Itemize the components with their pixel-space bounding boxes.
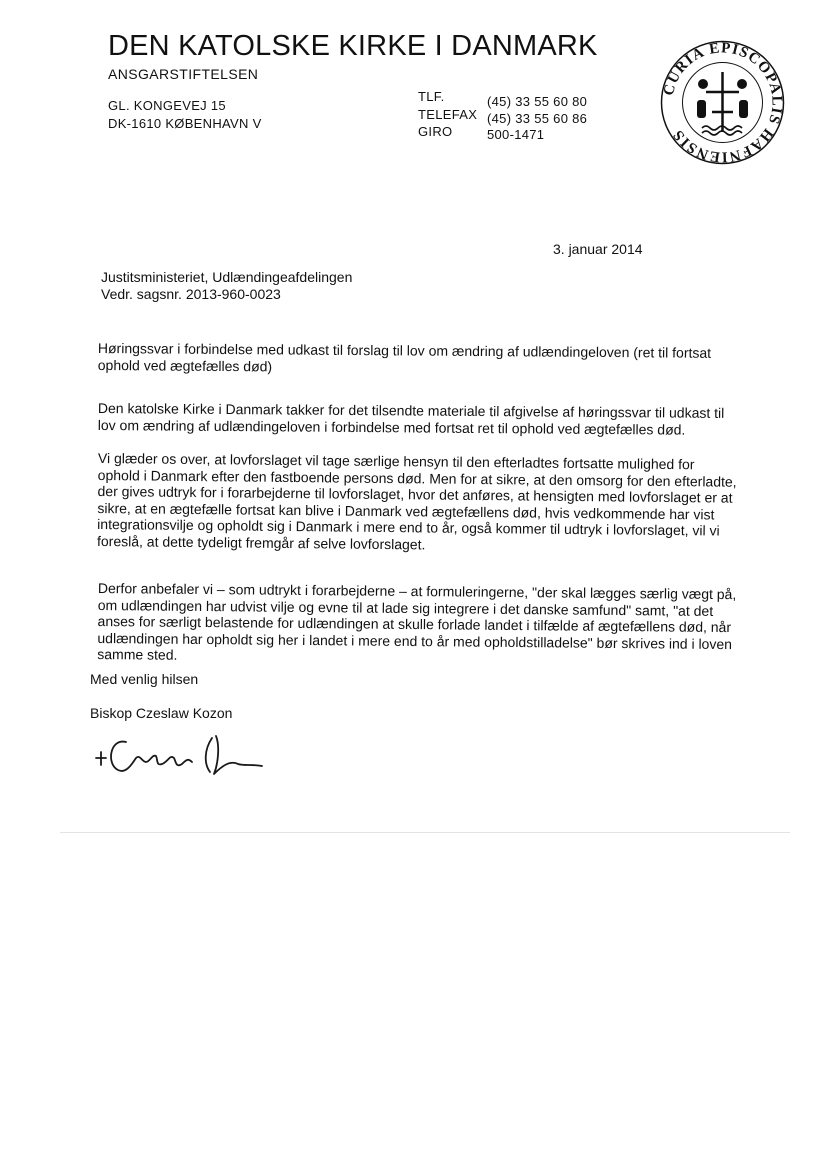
body-paragraph-1: Den katolske Kirke i Danmark takker for det tilsendte materiale til afgivelse af høringssvar til udkast til lov om ændring af udlændingeloven i forbindelse med fortsat ret til ophold ved ægtefælles død. [97, 400, 725, 438]
organization-subtitle: ANSGARSTIFTELSEN [108, 66, 259, 82]
handwritten-signature-icon [92, 728, 267, 786]
address-street: GL. KONGEVEJ 15 [108, 98, 226, 113]
phone-label: TLF. [418, 89, 445, 104]
episcopal-seal-icon [660, 40, 785, 165]
address-city: DK-1610 KØBENHAVN V [108, 116, 262, 131]
letter-date: 3. januar 2014 [553, 241, 643, 257]
body-paragraph-3: Derfor anbefaler vi – som udtrykt i forarbejderne – at formuleringerne, "der skal lægges særlig vægt på, om udlændingen har udvist vilje og evne til at lade sig integrere i det danske samfund" samt, "at det anses for særligt belastende for udlændingen at skulle forlade landet i tilfælde af ægtefællens død, når udlændingen har opholdt sig her i landet i mere end to år med opholdstilladelse" bør skrives ind i loven samme sted. [97, 580, 737, 663]
signer-name: Biskop Czeslaw Kozon [90, 705, 233, 721]
body-paragraph-2: Vi glæder os over, at lovforslaget vil tage særlige hensyn til den efterladtes fortsatte mulighed for ophold i Danmark efter den fastboende persons død. Men for at sikre, at den omsorg for den efterladte, der gives udtryk for i forarbejderne til lovforslaget, hvor det anføres, at hensigten med lovforslaget er at sikre, at en ægtefælle fortsat kan blive i Danmark ved ægtefællens død, hvis vedkommende har vist integrationsvilje og opholdt sig i Danmark i mere end to år, også kommer til udtryk i lovforslaget, vil vi foreslå, at dette tydeligt fremgår af selve lovforslaget. [96, 450, 737, 552]
fax-label: TELEFAX [418, 107, 478, 122]
giro-value: 500-1471 [487, 127, 545, 142]
page-divider [60, 832, 790, 833]
seal-text: CURIA EPISCOPALIS HAFNIENSIS [660, 40, 785, 165]
phone-value: (45) 33 55 60 80 [487, 94, 588, 109]
recipient-name: Justitsministeriet, Udlændingeafdelingen [101, 269, 353, 285]
organization-name: DEN KATOLSKE KIRKE I DANMARK [108, 30, 598, 62]
closing-greeting: Med venlig hilsen [90, 671, 199, 687]
giro-label: GIRO [418, 124, 453, 139]
letter-subject: Høringssvar i forbindelse med udkast til forslag til lov om ændring af udlændingeloven (ret til fortsat ophold ved ægtefælles død) [97, 340, 712, 374]
fax-value: (45) 33 55 60 86 [487, 111, 588, 126]
case-reference: Vedr. sagsnr. 2013-960-0023 [101, 286, 281, 302]
